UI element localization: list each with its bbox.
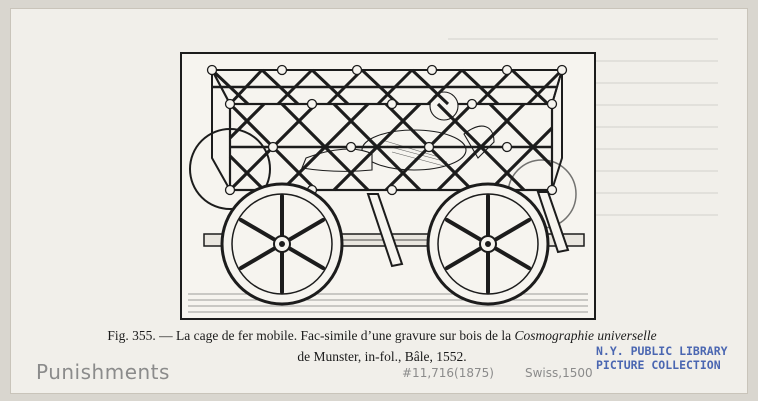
iron-cage-cart-engraving bbox=[182, 54, 594, 318]
caption-text: La cage de fer mobile. Fac-simile d’une gravure sur bois de la bbox=[176, 328, 515, 343]
caption-line-1 bbox=[32, 325, 732, 346]
accession-note: #11,716(1875) bbox=[402, 366, 494, 380]
figure-number: Fig. 355. bbox=[107, 328, 156, 343]
stamp-line-1: N.Y. PUBLIC LIBRARY bbox=[596, 344, 728, 358]
caption-dash: — bbox=[155, 328, 177, 343]
archive-card bbox=[10, 8, 748, 394]
caption-line-2: de Munster, in-fol., Bâle, 1552. bbox=[297, 349, 467, 364]
stamp-line-2: PICTURE COLLECTION bbox=[596, 358, 721, 372]
subject-note: Swiss,1500 bbox=[525, 366, 593, 380]
library-stamp bbox=[596, 344, 746, 372]
woodcut-illustration bbox=[180, 52, 596, 320]
book-title: Cosmographie universelle bbox=[514, 328, 657, 343]
category-note: Punishments bbox=[36, 360, 170, 384]
front-wheel-left bbox=[222, 184, 342, 304]
front-wheel-right bbox=[428, 184, 548, 304]
